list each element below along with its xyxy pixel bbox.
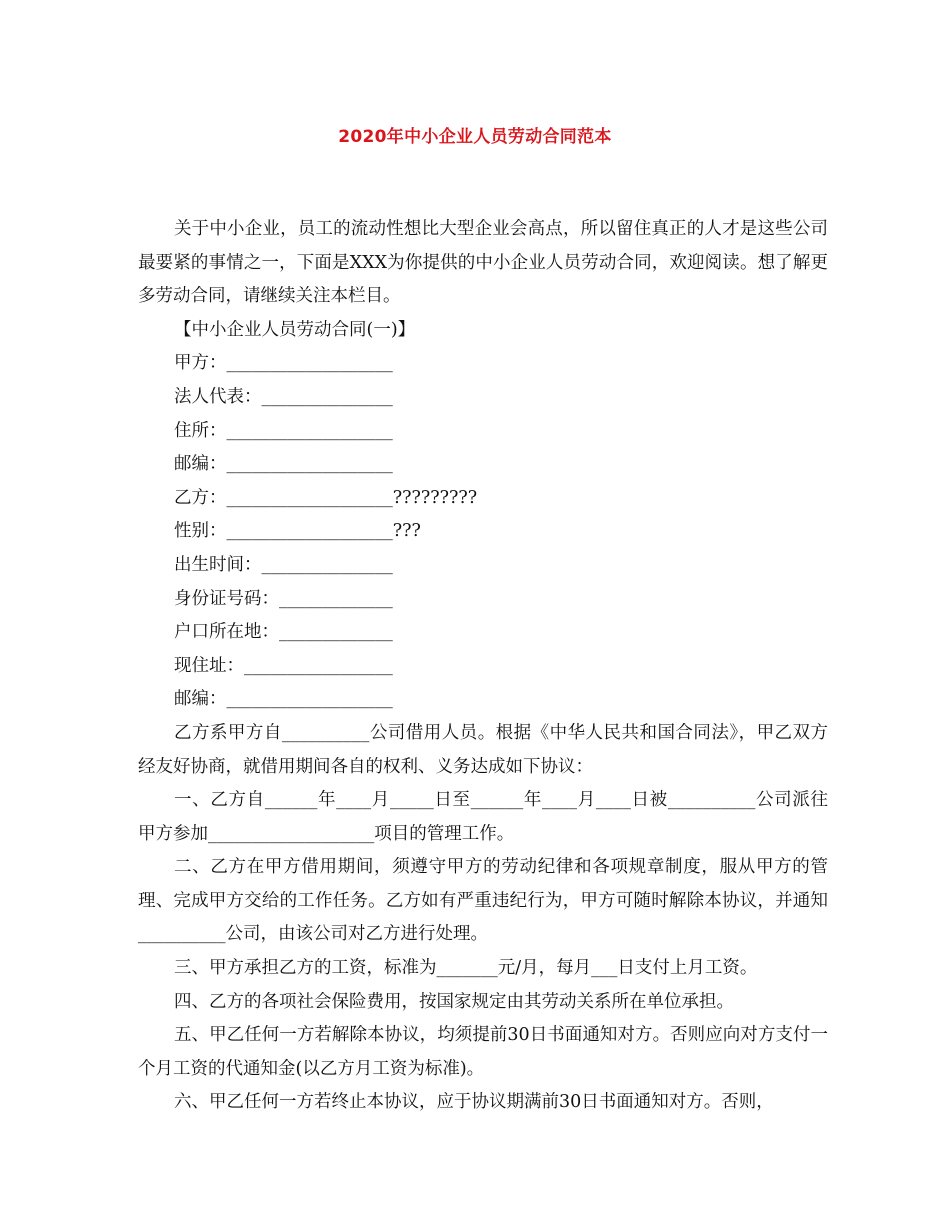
field-label: 户口所在地： xyxy=(174,622,279,643)
field-current-address xyxy=(138,650,828,684)
field-blank: _____________ xyxy=(279,622,393,643)
field-blank: ___________________ xyxy=(226,353,393,374)
field-label: 邮编： xyxy=(174,454,227,475)
field-blank: ___________________ xyxy=(226,454,393,475)
field-blank: ___________________ xyxy=(226,689,393,710)
field-legal-representative xyxy=(138,381,828,415)
field-label: 甲方： xyxy=(174,353,227,374)
clause-preamble: 乙方系甲方自__________公司借用人员。根据《中华人民共和国合同法》，甲乙双方经友好协商，就借用期间各自的权利、义务达成如下协议： xyxy=(138,722,828,777)
clause-5: 五、甲乙任何一方若解除本协议，均须提前30日书面通知对方。否则应向对方支付一个月工资的代通知金(以乙方月工资为标准)。 xyxy=(138,1025,828,1079)
field-household-registration xyxy=(138,616,828,650)
field-postcode-b xyxy=(138,683,828,717)
clause-2: 二、乙方在甲方借用期间，须遵守甲方的劳动纪律和各项规章制度，服从甲方的管理、完成甲方交给的工作任务。乙方如有严重违纪行为，甲方可随时解除本协议，并通知__________公司，由该公司对乙方进行处理。 xyxy=(138,857,828,945)
field-blank: _________________ xyxy=(244,655,393,676)
field-label: 邮编： xyxy=(174,689,227,710)
field-blank: ___________________??? xyxy=(226,521,421,542)
clause-3: 三、甲方承担乙方的工资，标准为_______元/月，每月___日支付上月工资。 xyxy=(174,958,758,979)
field-birth-date xyxy=(138,549,828,583)
document-title: 2020年中小企业人员劳动合同范本 xyxy=(338,127,612,147)
intro-paragraph: 关于中小企业，员工的流动性想比大型企业会高点，所以留住真正的人才是这些公司最要紧的事情之一，下面是XXX为你提供的中小企业人员劳动合同，欢迎阅读。想了解更多劳动合同，请继续关注本栏目。 xyxy=(138,219,828,307)
field-blank: _____________ xyxy=(279,588,393,609)
field-party-b xyxy=(138,482,828,516)
field-id-number xyxy=(138,583,828,617)
field-label: 住所： xyxy=(174,420,227,441)
field-label: 身份证号码： xyxy=(174,588,279,609)
field-label: 乙方： xyxy=(174,487,227,508)
field-blank: ___________________ xyxy=(226,420,393,441)
clause-6: 六、甲乙任何一方若终止本协议，应于协议期满前30日书面通知对方。否则， xyxy=(174,1092,774,1113)
field-label: 现住址： xyxy=(174,655,244,676)
field-gender xyxy=(138,515,828,549)
field-blank: _______________ xyxy=(261,554,393,575)
document-body xyxy=(138,213,828,1120)
field-label: 法人代表： xyxy=(174,386,262,407)
field-label: 性别： xyxy=(174,521,227,542)
field-party-a xyxy=(138,347,828,381)
field-postcode-a xyxy=(138,448,828,482)
field-blank: _______________ xyxy=(261,386,393,407)
field-address xyxy=(138,415,828,449)
field-label: 出生时间： xyxy=(174,554,262,575)
section-heading: 【中小企业人员劳动合同(一)】 xyxy=(174,319,416,340)
clause-1: 一、乙方自______年____月_____日至______年____月____日被__________公司派往甲方参加___________________项目的管理工作。 xyxy=(138,790,828,844)
clause-4: 四、乙方的各项社会保险费用，按国家规定由其劳动关系所在单位承担。 xyxy=(174,991,734,1012)
field-blank: ___________________????????? xyxy=(226,487,478,508)
